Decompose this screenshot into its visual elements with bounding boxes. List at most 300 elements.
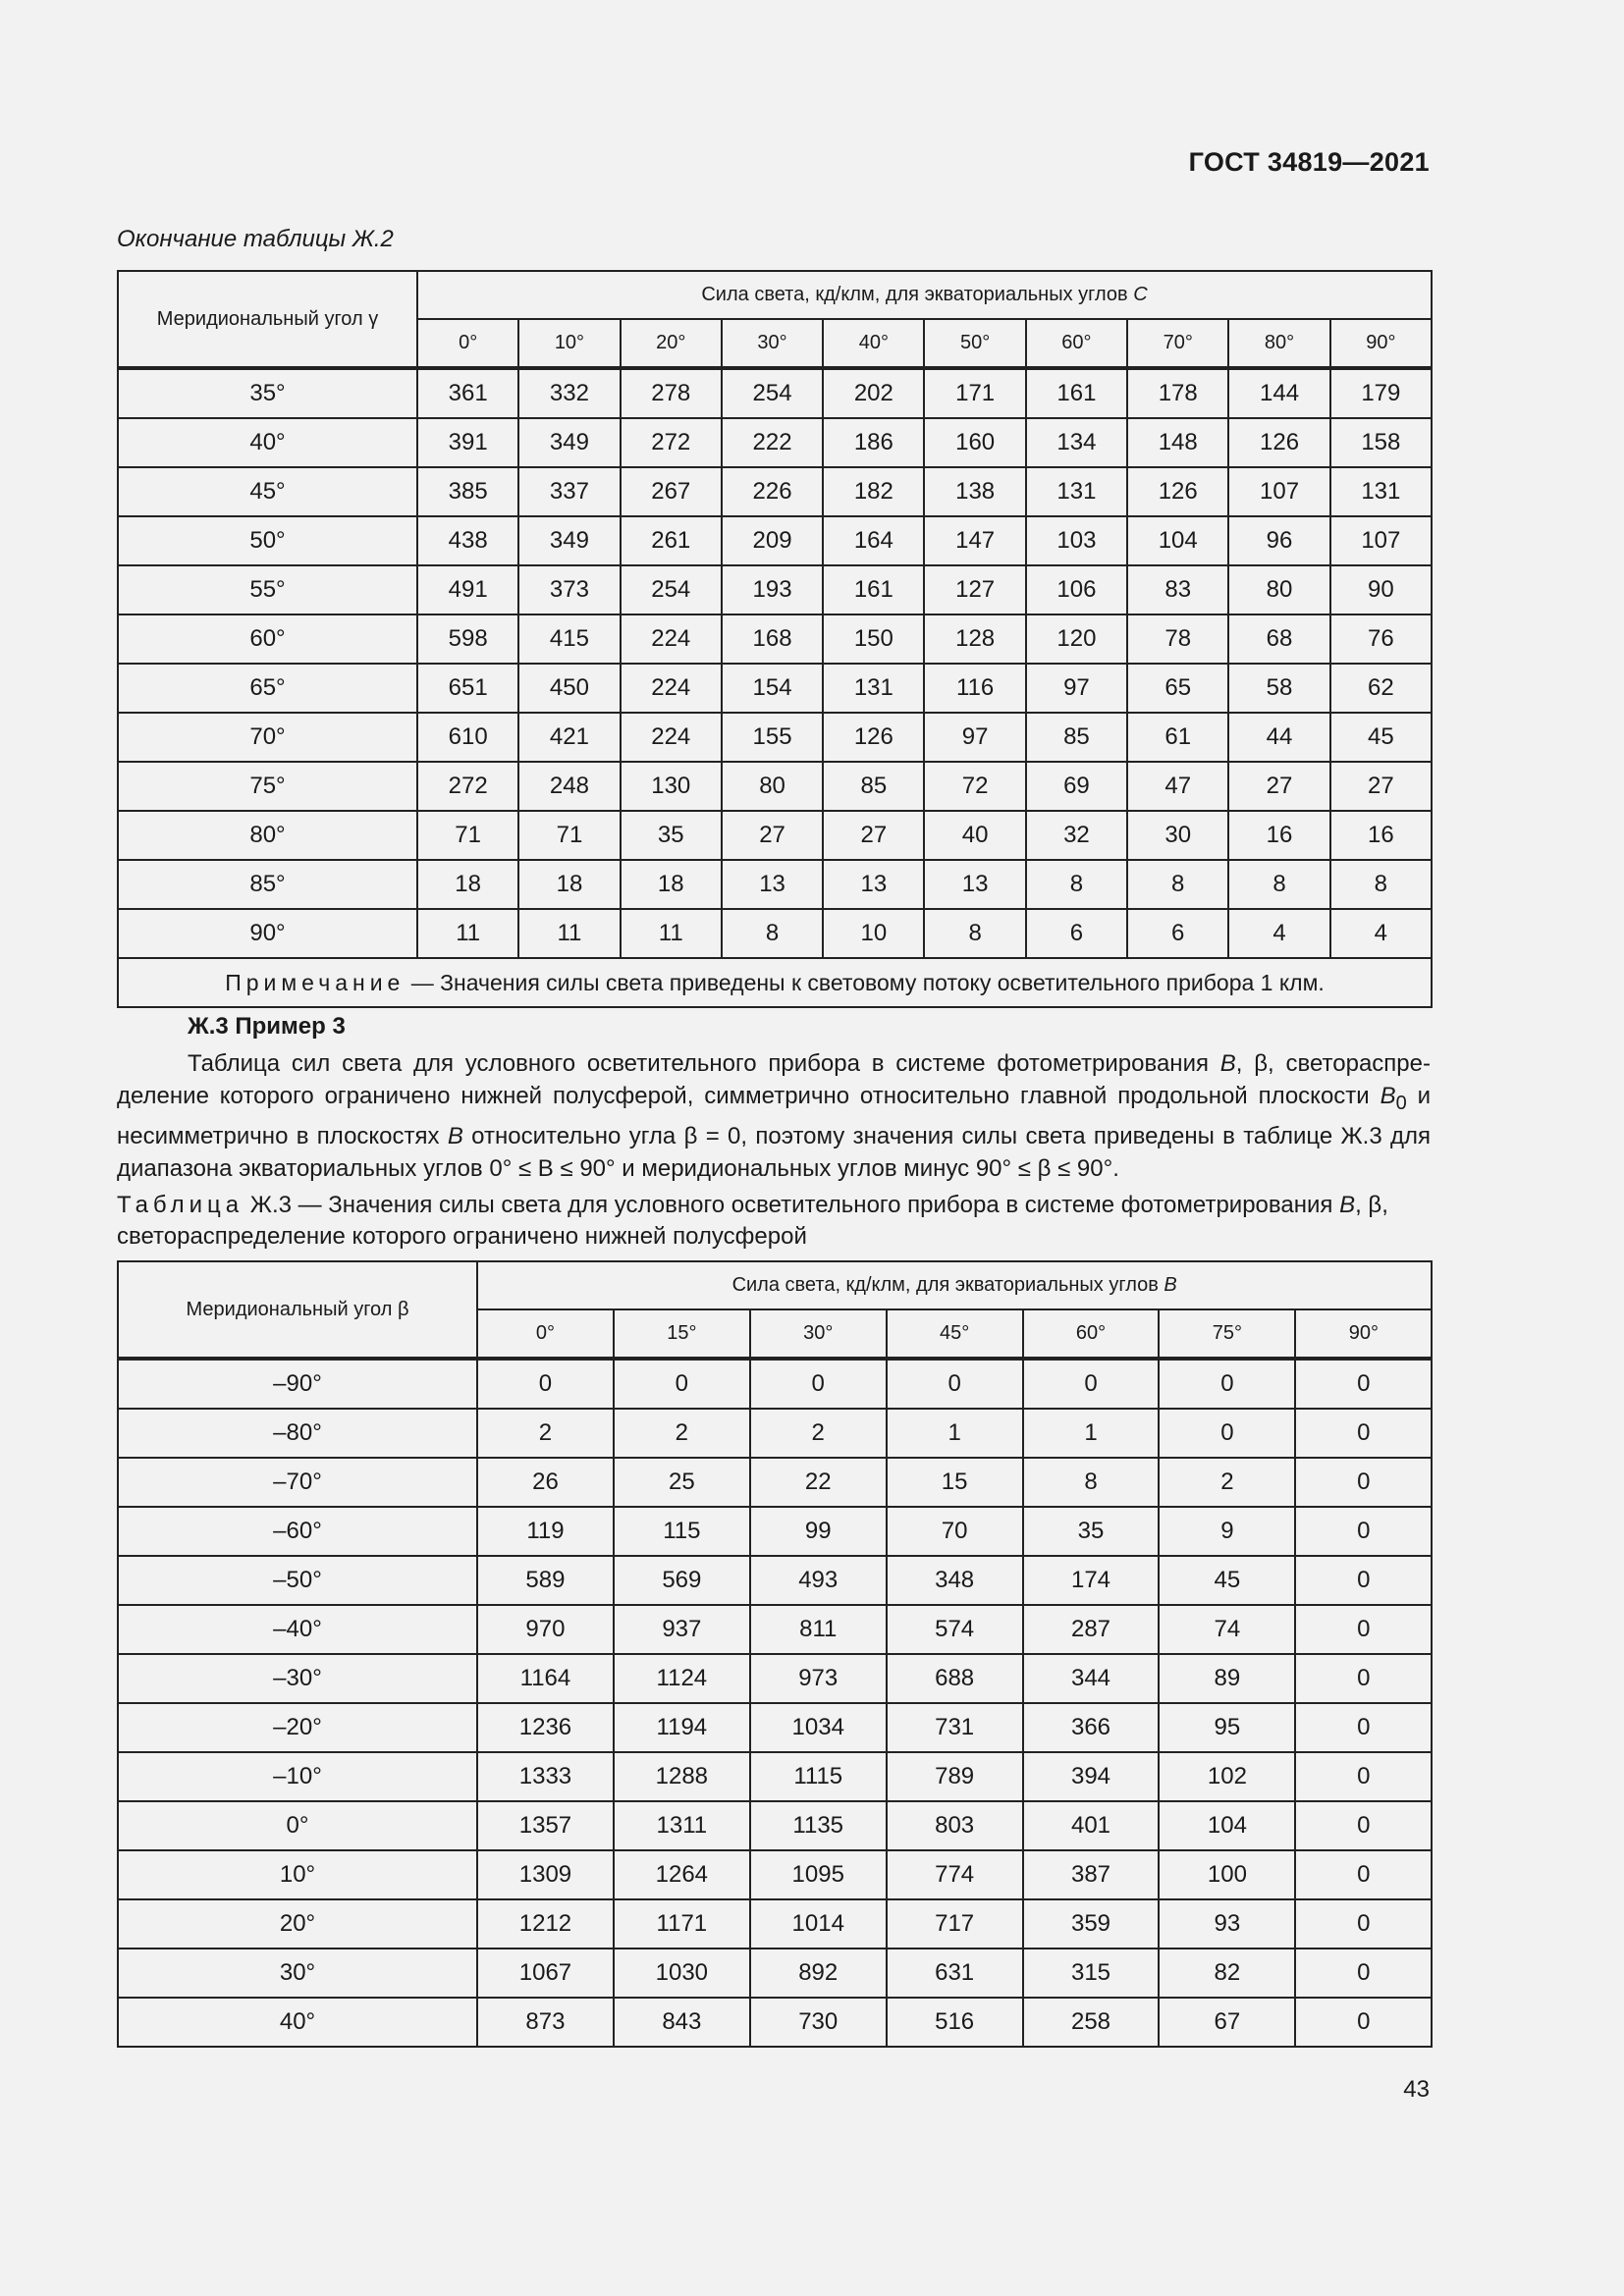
table-cell: 104: [1127, 516, 1228, 565]
table-cell: 10: [823, 909, 924, 958]
table-cell: 1014: [750, 1899, 887, 1949]
column-header: 0°: [477, 1309, 614, 1359]
column-header: 70°: [1127, 319, 1228, 368]
table-cell: 688: [887, 1654, 1023, 1703]
table-cell: 65: [1127, 664, 1228, 713]
section-title: Ж.3 Пример 3: [188, 1013, 346, 1040]
table-cell: 0: [1295, 1605, 1432, 1654]
table-cell: 104: [1159, 1801, 1295, 1850]
table-cell: 71: [518, 811, 620, 860]
table-row: [118, 418, 1432, 467]
table-cell: 148: [1127, 418, 1228, 467]
table-cell: 6: [1127, 909, 1228, 958]
table-cell: 1034: [750, 1703, 887, 1752]
table-cell: 82: [1159, 1949, 1295, 1998]
table-cell: 106: [1026, 565, 1127, 614]
table-cell: 516: [887, 1998, 1023, 2047]
table-cell: 68: [1228, 614, 1329, 664]
table-cell: 116: [924, 664, 1025, 713]
table-row: [118, 1654, 1432, 1703]
table-cell: 80: [722, 762, 823, 811]
row-angle: –20°: [118, 1703, 477, 1752]
document-id: ГОСТ 34819—2021: [1188, 147, 1430, 177]
table-cell: 97: [924, 713, 1025, 762]
table-cell: 26: [477, 1458, 614, 1507]
table-cell: 1067: [477, 1949, 614, 1998]
row-angle: –70°: [118, 1458, 477, 1507]
table-continuation-caption: Окончание таблицы Ж.2: [117, 226, 394, 252]
table-cell: 99: [750, 1507, 887, 1556]
table-cell: 70: [887, 1507, 1023, 1556]
table-cell: 13: [924, 860, 1025, 909]
table-row: [118, 1458, 1432, 1507]
page-number: 43: [1403, 2076, 1430, 2103]
table-cell: 134: [1026, 418, 1127, 467]
table-cell: 1: [1023, 1409, 1160, 1458]
table-cell: 366: [1023, 1703, 1160, 1752]
table-caption: Таблица Ж.3 — Значения силы света для условного осветительного прибора в системе фотометрирования B, β, светораспределение которого ограничено нижней полусферой: [117, 1192, 1388, 1250]
table-cell: 1236: [477, 1703, 614, 1752]
table-cell: 131: [823, 664, 924, 713]
table-cell: 1194: [614, 1703, 750, 1752]
table-cell: 248: [518, 762, 620, 811]
table-row: [118, 516, 1432, 565]
table-row: [118, 909, 1432, 958]
row-angle: 35°: [118, 368, 417, 418]
table-cell: 0: [1159, 1359, 1295, 1409]
table-cell: 127: [924, 565, 1025, 614]
table-cell: 131: [1026, 467, 1127, 516]
column-header: 30°: [722, 319, 823, 368]
table-cell: 0: [1295, 1409, 1432, 1458]
table-cell: 44: [1228, 713, 1329, 762]
table-row: [118, 1850, 1432, 1899]
table-cell: 178: [1127, 368, 1228, 418]
row-angle: 45°: [118, 467, 417, 516]
table-cell: 202: [823, 368, 924, 418]
table-cell: 62: [1330, 664, 1432, 713]
table-cell: 254: [621, 565, 722, 614]
table-cell: 574: [887, 1605, 1023, 1654]
table-cell: 76: [1330, 614, 1432, 664]
table-cell: 158: [1330, 418, 1432, 467]
table-cell: 74: [1159, 1605, 1295, 1654]
table-cell: 2: [477, 1409, 614, 1458]
table-cell: 387: [1023, 1850, 1160, 1899]
table-cell: 359: [1023, 1899, 1160, 1949]
table-cell: 97: [1026, 664, 1127, 713]
table-cell: 1288: [614, 1752, 750, 1801]
table-cell: 631: [887, 1949, 1023, 1998]
table-cell: 0: [750, 1359, 887, 1409]
table-cell: 401: [1023, 1801, 1160, 1850]
table-cell: 96: [1228, 516, 1329, 565]
table-cell: 193: [722, 565, 823, 614]
table-cell: 0: [477, 1359, 614, 1409]
table-cell: 182: [823, 467, 924, 516]
column-header: 50°: [924, 319, 1025, 368]
table-cell: 0: [1295, 1998, 1432, 2047]
table-cell: 45: [1330, 713, 1432, 762]
table-cell: 0: [1295, 1556, 1432, 1605]
table-cell: 174: [1023, 1556, 1160, 1605]
table-row: [118, 1899, 1432, 1949]
table-cell: 69: [1026, 762, 1127, 811]
column-header: 10°: [518, 319, 620, 368]
table-cell: 47: [1127, 762, 1228, 811]
table-cell: 90: [1330, 565, 1432, 614]
row-angle: 70°: [118, 713, 417, 762]
column-header: 20°: [621, 319, 722, 368]
table-cell: 13: [722, 860, 823, 909]
table-cell: 119: [477, 1507, 614, 1556]
table-cell: 258: [1023, 1998, 1160, 2047]
table-cell: 4: [1330, 909, 1432, 958]
row-header-cell: Меридиональный угол β: [118, 1261, 477, 1359]
table-cell: 224: [621, 664, 722, 713]
row-angle: 90°: [118, 909, 417, 958]
table-cell: 6: [1026, 909, 1127, 958]
table-row: [118, 368, 1432, 418]
group-header-cell: Сила света, кд/клм, для экваториальных углов C: [417, 271, 1432, 319]
table-cell: 2: [750, 1409, 887, 1458]
row-angle: –10°: [118, 1752, 477, 1801]
table-cell: 0: [1295, 1458, 1432, 1507]
table-cell: 789: [887, 1752, 1023, 1801]
table-cell: 1: [887, 1409, 1023, 1458]
table-cell: 267: [621, 467, 722, 516]
table-cell: 254: [722, 368, 823, 418]
table-cell: 8: [1228, 860, 1329, 909]
table-cell: 8: [924, 909, 1025, 958]
table-cell: 0: [1023, 1359, 1160, 1409]
table-cell: 0: [1295, 1949, 1432, 1998]
table-cell: 349: [518, 516, 620, 565]
table-cell: 973: [750, 1654, 887, 1703]
table-cell: 385: [417, 467, 518, 516]
table-cell: 332: [518, 368, 620, 418]
table-cell: 138: [924, 467, 1025, 516]
table-row: [118, 1998, 1432, 2047]
table-cell: 0: [1295, 1703, 1432, 1752]
row-angle: 80°: [118, 811, 417, 860]
table-cell: 27: [722, 811, 823, 860]
table-cell: 35: [621, 811, 722, 860]
table-cell: 803: [887, 1801, 1023, 1850]
table-cell: 287: [1023, 1605, 1160, 1654]
table-cell: 811: [750, 1605, 887, 1654]
table-row: [118, 811, 1432, 860]
table-cell: 278: [621, 368, 722, 418]
row-angle: 85°: [118, 860, 417, 909]
table-cell: 8: [1023, 1458, 1160, 1507]
table-cell: 161: [823, 565, 924, 614]
table-cell: 598: [417, 614, 518, 664]
table-cell: 128: [924, 614, 1025, 664]
table-cell: 349: [518, 418, 620, 467]
row-angle: –60°: [118, 1507, 477, 1556]
table-cell: 8: [1026, 860, 1127, 909]
table-cell: 8: [1330, 860, 1432, 909]
table-cell: 0: [1295, 1850, 1432, 1899]
table-cell: 103: [1026, 516, 1127, 565]
table-row: [118, 1556, 1432, 1605]
table-row: [118, 1703, 1432, 1752]
table-cell: 843: [614, 1998, 750, 2047]
table-cell: 16: [1330, 811, 1432, 860]
table-cell: 15: [887, 1458, 1023, 1507]
column-header: 90°: [1330, 319, 1432, 368]
table-cell: 85: [823, 762, 924, 811]
row-angle: 40°: [118, 1998, 477, 2047]
row-angle: 60°: [118, 614, 417, 664]
row-angle: 10°: [118, 1850, 477, 1899]
table-cell: 35: [1023, 1507, 1160, 1556]
table-cell: 8: [722, 909, 823, 958]
table-cell: 224: [621, 614, 722, 664]
table-cell: 226: [722, 467, 823, 516]
table-cell: 391: [417, 418, 518, 467]
table-cell: 438: [417, 516, 518, 565]
table-cell: 569: [614, 1556, 750, 1605]
table-cell: 22: [750, 1458, 887, 1507]
table-cell: 130: [621, 762, 722, 811]
table-cell: 1311: [614, 1801, 750, 1850]
table-row: [118, 1605, 1432, 1654]
table-cell: 0: [1159, 1409, 1295, 1458]
table-row: [118, 762, 1432, 811]
table-cell: 78: [1127, 614, 1228, 664]
table-cell: 1030: [614, 1949, 750, 1998]
table-cell: 9: [1159, 1507, 1295, 1556]
table-cell: 11: [621, 909, 722, 958]
table-cell: 131: [1330, 467, 1432, 516]
table-row: [118, 1507, 1432, 1556]
table-cell: 315: [1023, 1949, 1160, 1998]
table-cell: 161: [1026, 368, 1127, 418]
table-cell: 18: [417, 860, 518, 909]
row-angle: –90°: [118, 1359, 477, 1409]
table-cell: 1095: [750, 1850, 887, 1899]
row-angle: –80°: [118, 1409, 477, 1458]
table-cell: 970: [477, 1605, 614, 1654]
table-cell: 0: [614, 1359, 750, 1409]
table-cell: 100: [1159, 1850, 1295, 1899]
table-cell: 89: [1159, 1654, 1295, 1703]
table-cell: 272: [417, 762, 518, 811]
table-row: [118, 1409, 1432, 1458]
table-cell: 11: [417, 909, 518, 958]
column-header: 60°: [1023, 1309, 1160, 1359]
table-cell: 18: [621, 860, 722, 909]
table-cell: 126: [823, 713, 924, 762]
table-cell: 0: [1295, 1899, 1432, 1949]
table-row: [118, 664, 1432, 713]
table-cell: 0: [1295, 1801, 1432, 1850]
table-cell: 154: [722, 664, 823, 713]
table-cell: 415: [518, 614, 620, 664]
table-cell: 27: [1228, 762, 1329, 811]
table-cell: 2: [614, 1409, 750, 1458]
table-cell: 179: [1330, 368, 1432, 418]
section-paragraph: Таблица сил света для условного осветительного прибора в системе фотометрирования B, β, светораспре-деление которого ограничено нижней полусферой, симметрично относительно главной продольной плоскости $B_0$ и несимметрично в плоскостях B относительно угла β = 0, поэтому значения силы света приведены в таблице Ж.3 для диапазона экваториальных углов 0° ≤ B ≤ 90° и меридиональных углов минус 90° ≤ β ≤ 90°.: [117, 1050, 1431, 1182]
column-header: 75°: [1159, 1309, 1295, 1359]
table-cell: 224: [621, 713, 722, 762]
table-cell: 610: [417, 713, 518, 762]
table-cell: 394: [1023, 1752, 1160, 1801]
row-angle: 40°: [118, 418, 417, 467]
table-cell: 32: [1026, 811, 1127, 860]
table-cell: 892: [750, 1949, 887, 1998]
column-header: 60°: [1026, 319, 1127, 368]
table-cell: 1333: [477, 1752, 614, 1801]
table-cell: 25: [614, 1458, 750, 1507]
table-cell: 71: [417, 811, 518, 860]
table-cell: 93: [1159, 1899, 1295, 1949]
table-cell: 30: [1127, 811, 1228, 860]
row-angle: 20°: [118, 1899, 477, 1949]
table-cell: 651: [417, 664, 518, 713]
table-cell: 337: [518, 467, 620, 516]
table-cell: 120: [1026, 614, 1127, 664]
table-cell: 1135: [750, 1801, 887, 1850]
luminous-intensity-table-c: [117, 270, 1433, 1008]
table-cell: 272: [621, 418, 722, 467]
table-cell: 2: [1159, 1458, 1295, 1507]
table-cell: 27: [823, 811, 924, 860]
table-row: [118, 614, 1432, 664]
table-cell: 491: [417, 565, 518, 614]
table-row: [118, 565, 1432, 614]
table-cell: 717: [887, 1899, 1023, 1949]
table-row: [118, 1949, 1432, 1998]
table-cell: 344: [1023, 1654, 1160, 1703]
table-cell: 16: [1228, 811, 1329, 860]
table-cell: 1164: [477, 1654, 614, 1703]
row-angle: 55°: [118, 565, 417, 614]
column-header: 45°: [887, 1309, 1023, 1359]
table-cell: 348: [887, 1556, 1023, 1605]
table-cell: 1171: [614, 1899, 750, 1949]
table-cell: 1264: [614, 1850, 750, 1899]
table-row: [118, 860, 1432, 909]
table-cell: 144: [1228, 368, 1329, 418]
table-cell: 155: [722, 713, 823, 762]
table-cell: 11: [518, 909, 620, 958]
column-header: 90°: [1295, 1309, 1432, 1359]
table-cell: 0: [1295, 1752, 1432, 1801]
table-row: [118, 1752, 1432, 1801]
table-cell: 493: [750, 1556, 887, 1605]
table-cell: 0: [887, 1359, 1023, 1409]
table-cell: 168: [722, 614, 823, 664]
table-cell: 186: [823, 418, 924, 467]
table-cell: 1124: [614, 1654, 750, 1703]
table-cell: 4: [1228, 909, 1329, 958]
table-cell: 361: [417, 368, 518, 418]
table-note: Примечание — Значения силы света приведены к световому потоку осветительного прибора 1 клм.: [118, 958, 1432, 1007]
table-cell: 40: [924, 811, 1025, 860]
table-cell: 209: [722, 516, 823, 565]
table-cell: 80: [1228, 565, 1329, 614]
table-cell: 1115: [750, 1752, 887, 1801]
table-cell: 160: [924, 418, 1025, 467]
table-row: [118, 1359, 1432, 1409]
table-cell: 373: [518, 565, 620, 614]
table-cell: 150: [823, 614, 924, 664]
table-cell: 1309: [477, 1850, 614, 1899]
table-cell: 730: [750, 1998, 887, 2047]
row-header-cell: Меридиональный угол γ: [118, 271, 417, 368]
table-cell: 1212: [477, 1899, 614, 1949]
row-angle: –50°: [118, 1556, 477, 1605]
table-cell: 95: [1159, 1703, 1295, 1752]
table-cell: 0: [1295, 1654, 1432, 1703]
table-cell: 222: [722, 418, 823, 467]
table-row: [118, 467, 1432, 516]
table-cell: 421: [518, 713, 620, 762]
table-cell: 61: [1127, 713, 1228, 762]
table-row: [118, 1801, 1432, 1850]
table-cell: 731: [887, 1703, 1023, 1752]
group-header-cell: Сила света, кд/клм, для экваториальных углов B: [477, 1261, 1432, 1309]
row-angle: 50°: [118, 516, 417, 565]
table-cell: 13: [823, 860, 924, 909]
column-header: 30°: [750, 1309, 887, 1359]
row-angle: –40°: [118, 1605, 477, 1654]
table-cell: 107: [1228, 467, 1329, 516]
table-cell: 164: [823, 516, 924, 565]
table-cell: 107: [1330, 516, 1432, 565]
table-cell: 0: [1295, 1359, 1432, 1409]
table-cell: 102: [1159, 1752, 1295, 1801]
row-angle: 30°: [118, 1949, 477, 1998]
table-cell: 774: [887, 1850, 1023, 1899]
table-cell: 126: [1228, 418, 1329, 467]
table-cell: 873: [477, 1998, 614, 2047]
table-cell: 27: [1330, 762, 1432, 811]
table-cell: 85: [1026, 713, 1127, 762]
row-angle: –30°: [118, 1654, 477, 1703]
table-cell: 171: [924, 368, 1025, 418]
table-cell: 115: [614, 1507, 750, 1556]
table-cell: 83: [1127, 565, 1228, 614]
column-header: 0°: [417, 319, 518, 368]
table-cell: 45: [1159, 1556, 1295, 1605]
row-angle: 75°: [118, 762, 417, 811]
table-cell: 58: [1228, 664, 1329, 713]
column-header: 15°: [614, 1309, 750, 1359]
row-angle: 65°: [118, 664, 417, 713]
table-cell: 126: [1127, 467, 1228, 516]
table-cell: 8: [1127, 860, 1228, 909]
table-cell: 147: [924, 516, 1025, 565]
table-cell: 1357: [477, 1801, 614, 1850]
column-header: 80°: [1228, 319, 1329, 368]
column-header: 40°: [823, 319, 924, 368]
table-cell: 261: [621, 516, 722, 565]
table-cell: 67: [1159, 1998, 1295, 2047]
table-row: [118, 713, 1432, 762]
table-cell: 72: [924, 762, 1025, 811]
luminous-intensity-table-b: [117, 1260, 1433, 2048]
table-cell: 450: [518, 664, 620, 713]
table-cell: 589: [477, 1556, 614, 1605]
row-angle: 0°: [118, 1801, 477, 1850]
table-cell: 937: [614, 1605, 750, 1654]
table-cell: 0: [1295, 1507, 1432, 1556]
table-cell: 18: [518, 860, 620, 909]
